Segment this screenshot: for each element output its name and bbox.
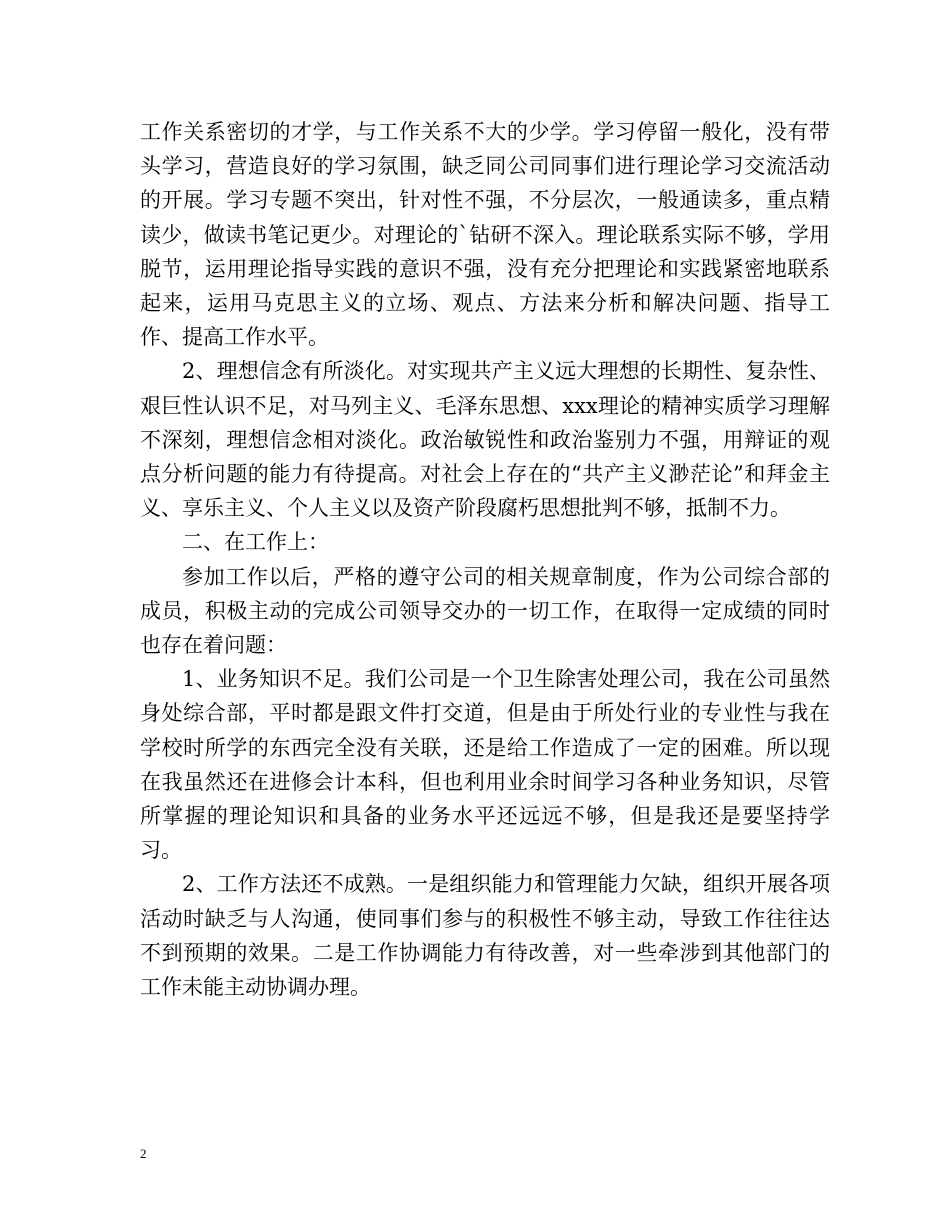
paragraph-1: 工作关系密切的才学，与工作关系不大的少学。学习停留一般化，没有带头学习，营造良好的学习氛围，缺乏同公司同事们进行理论学习交流活动的开展。学习专题不突出，针对性不强，不分层次，一般通读多，重点精读少，做读书笔记更少。对理论的`钻研不深入。理论联系实际不够，学用脱节，运用理论指导实践的意识不强，没有充分把理论和实践紧密地联系起来，运用马克思主义的立场、观点、方法来分析和解决问题、指导工作、提高工作水平。 [140,120,830,350]
paragraph-2: 2、理想信念有所淡化。对实现共产主义远大理想的长期性、复杂性、艰巨性认识不足，对马列主义、毛泽东思想、xxx理论的精神实质学习理解不深刻，理想信念相对淡化。政治敏锐性和政治鉴别力不强，用辩证的观点分析问题的能力有待提高。对社会上存在的“共产主义渺茫论”和拜金主义、享乐主义、个人主义以及资产阶段腐朽思想批判不够，抵制不力。 [140,359,830,521]
paragraph-6: 2、工作方法还不成熟。一是组织能力和管理能力欠缺，组织开展各项活动时缺乏与人沟通，使同事们参与的积极性不够主动，导致工作往往达不到预期的效果。二是工作协调能力有待改善，对一些牵涉到其他部门的工作未能主动协调办理。 [140,872,830,1000]
section-heading-work: 二、在工作上： [182,530,329,555]
page-number: 2 [140,1146,147,1161]
document-body [140,115,830,1004]
paragraph-5: 1、业务知识不足。我们公司是一个卫生除害处理公司，我在公司虽然身处综合部，平时都是跟文件打交道，但是由于所处行业的专业性与我在学校时所学的东西完全没有关联，还是给工作造成了一定的困难。所以现在我虽然还在进修会计本科，但也利用业余时间学习各种业务知识，尽管所掌握的理论知识和具备的业务水平还远远不够，但是我还是要坚持学习。 [140,667,830,863]
paragraph-4: 参加工作以后，严格的遵守公司的相关规章制度，作为公司综合部的成员，积极主动的完成公司领导交办的一切工作，在取得一定成绩的同时也存在着问题： [140,564,830,658]
